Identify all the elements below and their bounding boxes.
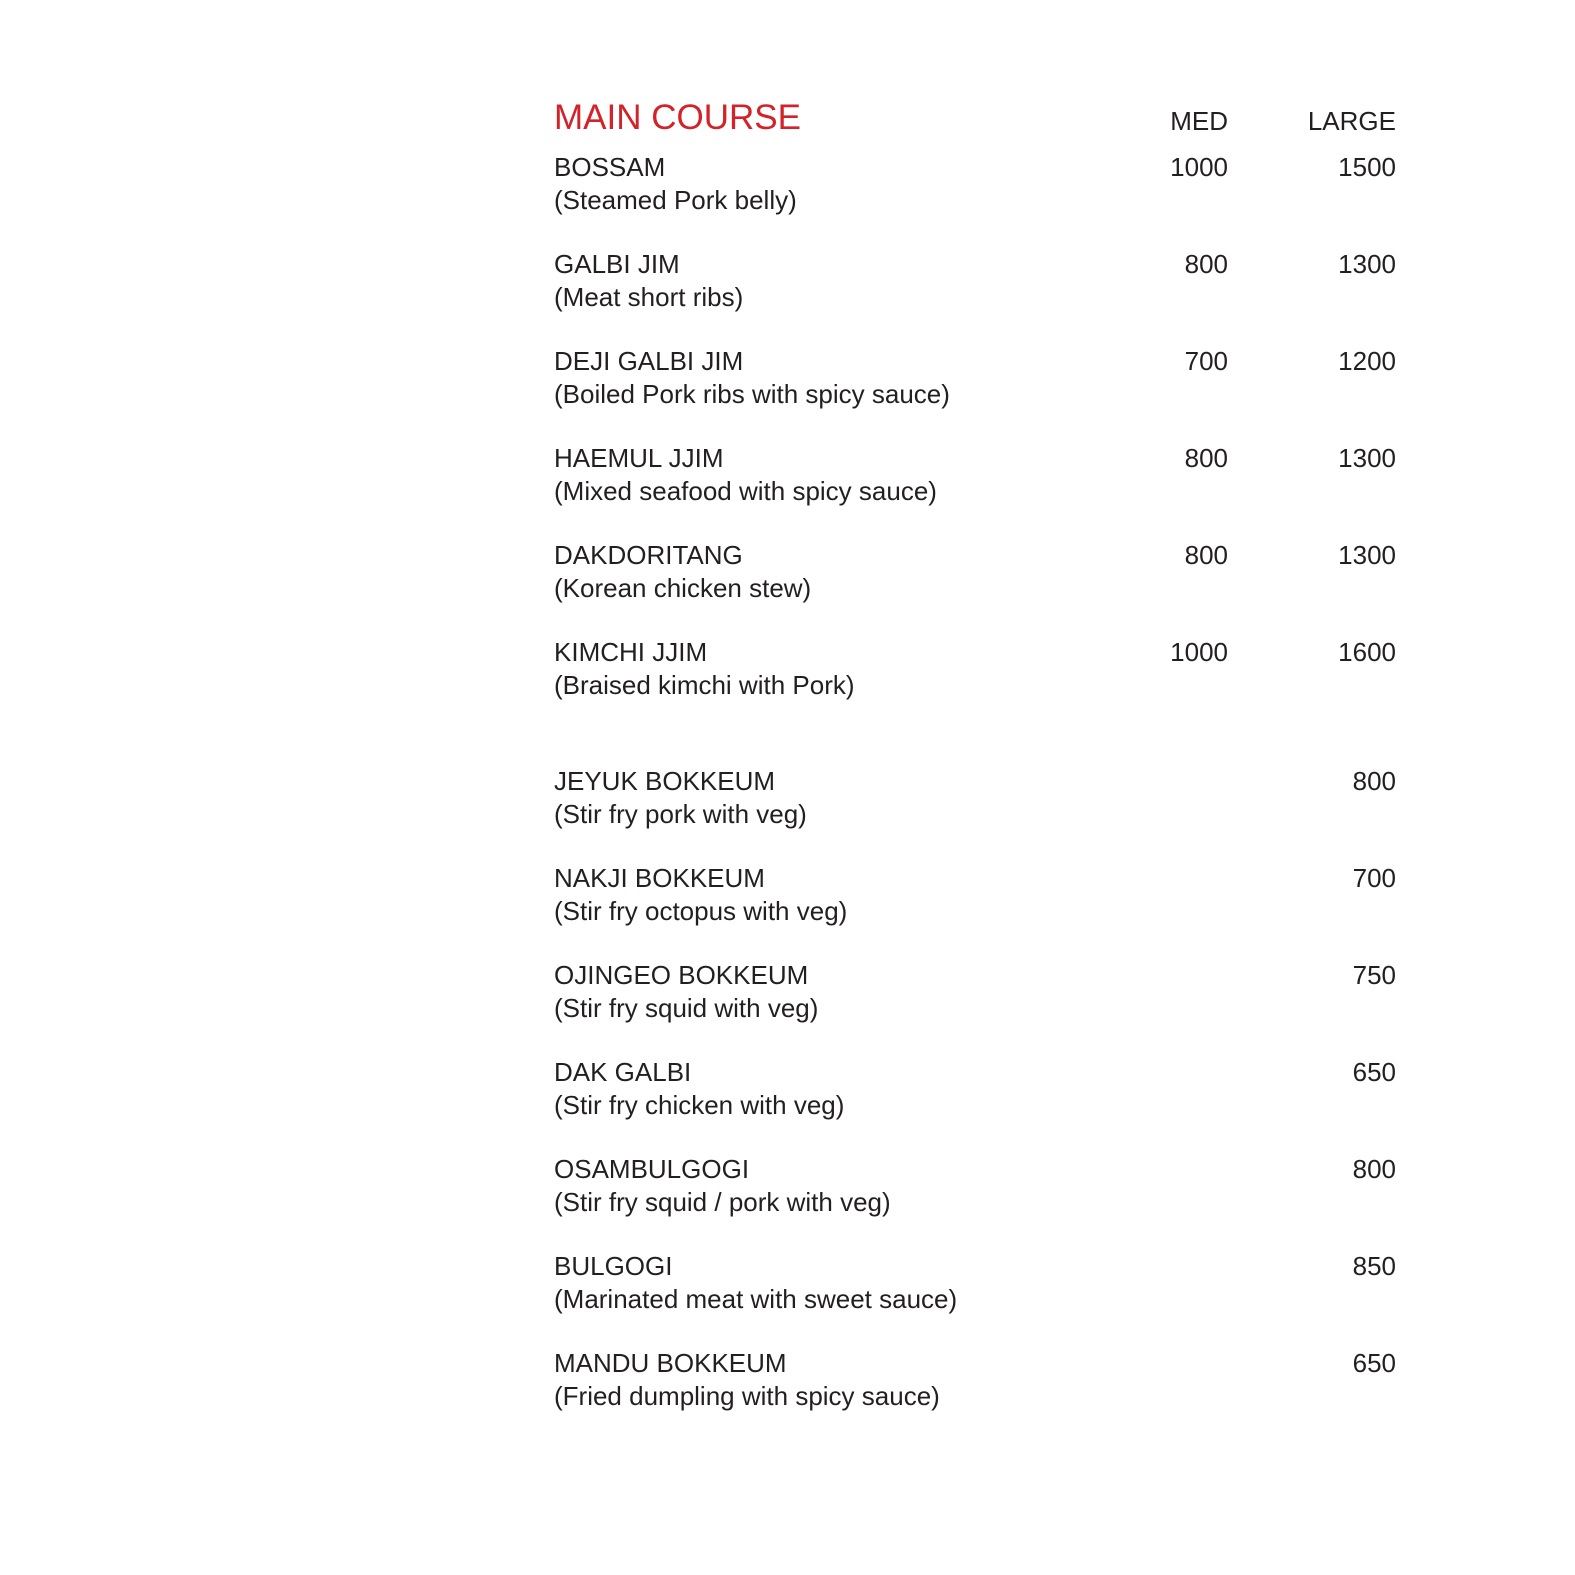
price-med: 800 — [1184, 540, 1228, 570]
item-name: DAK GALBI — [554, 1057, 692, 1087]
item-name: GALBI JIM — [554, 249, 680, 279]
menu-item — [554, 1348, 1396, 1428]
menu-item — [554, 443, 1396, 523]
price-large: 650 — [1352, 1057, 1396, 1087]
item-name: HAEMUL JJIM — [554, 443, 724, 473]
item-name: JEYUK BOKKEUM — [554, 766, 776, 796]
price-large: 800 — [1352, 1154, 1396, 1184]
price-large: 1500 — [1338, 152, 1396, 182]
menu-item — [554, 1154, 1396, 1234]
section-title: MAIN COURSE — [554, 98, 801, 137]
item-name: MANDU BOKKEUM — [554, 1348, 787, 1378]
item-description: (Marinated meat with sweet sauce) — [554, 1284, 958, 1314]
item-description: (Braised kimchi with Pork) — [554, 670, 855, 700]
item-description: (Korean chicken stew) — [554, 573, 812, 603]
menu-item — [554, 637, 1396, 717]
price-med: 800 — [1184, 443, 1228, 473]
item-description: (Meat short ribs) — [554, 282, 744, 312]
item-name: DAKDORITANG — [554, 540, 743, 570]
price-large: 800 — [1352, 766, 1396, 796]
item-description: (Stir fry chicken with veg) — [554, 1090, 845, 1120]
price-large: 650 — [1352, 1348, 1396, 1378]
menu-item — [554, 346, 1396, 426]
column-header-med: MED — [1170, 106, 1228, 136]
menu-item — [554, 960, 1396, 1040]
price-large: 1300 — [1338, 540, 1396, 570]
price-large: 750 — [1352, 960, 1396, 990]
item-name: NAKJI BOKKEUM — [554, 863, 765, 893]
menu-item — [554, 1057, 1396, 1137]
price-large: 1300 — [1338, 249, 1396, 279]
menu-page — [554, 0, 1396, 1575]
item-description: (Steamed Pork belly) — [554, 185, 797, 215]
menu-item — [554, 863, 1396, 943]
item-description: (Boiled Pork ribs with spicy sauce) — [554, 379, 950, 409]
price-large: 850 — [1352, 1251, 1396, 1281]
menu-item — [554, 540, 1396, 620]
menu-item — [554, 249, 1396, 329]
item-name: OSAMBULGOGI — [554, 1154, 750, 1184]
price-large: 1600 — [1338, 637, 1396, 667]
item-description: (Stir fry pork with veg) — [554, 799, 807, 829]
price-med: 700 — [1184, 346, 1228, 376]
item-name: KIMCHI JJIM — [554, 637, 708, 667]
item-description: (Fried dumpling with spicy sauce) — [554, 1381, 940, 1411]
price-med: 1000 — [1170, 152, 1228, 182]
menu-item — [554, 152, 1396, 232]
price-large: 1300 — [1338, 443, 1396, 473]
column-header-large: LARGE — [1307, 106, 1396, 136]
item-description: (Stir fry squid with veg) — [554, 993, 819, 1023]
item-name: BULGOGI — [554, 1251, 673, 1281]
menu-item — [554, 766, 1396, 846]
menu-item — [554, 1251, 1396, 1331]
item-description: (Mixed seafood with spicy sauce) — [554, 476, 937, 506]
section-header — [554, 98, 1396, 142]
item-name: BOSSAM — [554, 152, 666, 182]
item-description: (Stir fry squid / pork with veg) — [554, 1187, 891, 1217]
item-description: (Stir fry octopus with veg) — [554, 896, 848, 926]
item-name: DEJI GALBI JIM — [554, 346, 744, 376]
price-med: 1000 — [1170, 637, 1228, 667]
price-large: 700 — [1352, 863, 1396, 893]
price-large: 1200 — [1338, 346, 1396, 376]
item-name: OJINGEO BOKKEUM — [554, 960, 809, 990]
price-med: 800 — [1184, 249, 1228, 279]
